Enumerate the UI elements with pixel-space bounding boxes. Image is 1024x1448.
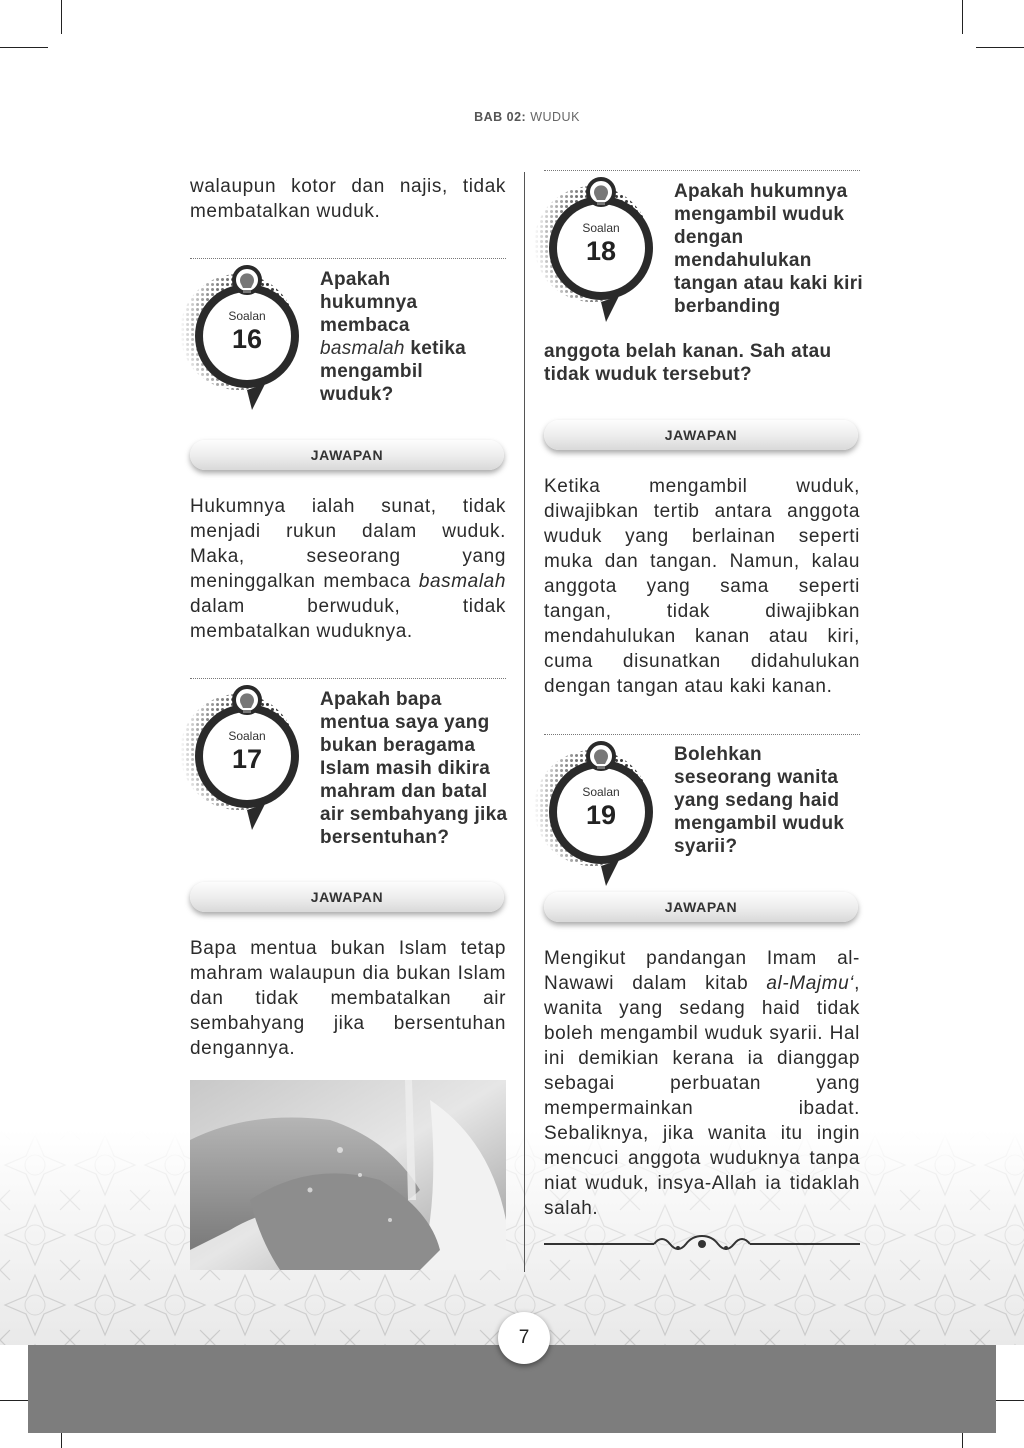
footer-pattern [0,1130,1024,1345]
answer-paragraph: Hukumnya ialah sunat, tidak menjadi rukun dalam wuduk. Maka, seseorang yang meninggalkan membaca basmalah dalam berwuduk, tidak membatalkan wuduknya. [190,496,506,642]
answer-heading: JAWAPAN [544,892,858,922]
question-badge [534,174,664,324]
chapter-label: BAB 02: [474,110,527,124]
badge-label: Soalan [228,729,266,743]
ornament-divider [544,1232,860,1256]
dotted-separator [544,170,860,171]
page-number: 7 [498,1312,550,1364]
section-label: WUDUK [530,110,580,124]
badge-label: Soalan [228,309,266,323]
answer-paragraph: Mengikut pandangan Imam al-Nawawi dalam kitab al-Majmu‘, wanita yang sedang haid tidak boleh mengambil wuduk syarii. Hal ini demikian kerana ia dianggap sebagai perbuatan yang mempermainkan ibadat. Sebaliknya, jika wanita itu ingin mencuci anggota wuduknya tanpa niat wuduk, insya-Allah ia tidaklah salah. [544,948,860,1219]
dotted-separator [190,258,506,259]
badge-number: 18 [585,236,617,266]
dotted-separator [544,734,860,735]
question-title: Bolehkan seseorang wanita yang sedang haid mengambil wuduk syarii? [674,744,845,857]
intro-paragraph: walaupun kotor dan najis, tidak membatalkan wuduk. [190,176,506,222]
badge-label: Soalan [582,785,620,799]
dotted-separator [190,678,506,679]
question-title: Apakah hukumnya mengambil wuduk dengan mendahulukan tangan atau kaki kiri berbanding [674,181,863,317]
column-divider [524,172,525,1272]
crop-mark [61,0,62,34]
answer-heading: JAWAPAN [544,420,858,450]
answer-heading: JAWAPAN [190,440,504,470]
answer-paragraph: Bapa mentua bukan Islam tetap mahram walaupun dia bukan Islam dan tidak membatalkan air sembahyang jika bersentuhan dengannya. [190,938,506,1059]
question-badge [180,262,310,412]
badge-label: Soalan [582,221,620,235]
question-badge [534,738,664,888]
question-badge [180,682,310,832]
badge-number: 17 [231,744,263,774]
question-title-continued: anggota belah kanan. Sah atau tidak wuduk tersebut? [544,341,832,385]
hand-washing-photo [190,1080,506,1270]
badge-number: 16 [231,324,263,354]
crop-mark [976,47,1024,48]
answer-paragraph: Ketika mengambil wuduk, diwajibkan tertib antara anggota wuduk yang berlainan seperti muka dan tangan. Namun, kalau anggota yang sama seperti tangan, tidak diwajibkan mendahulukan kanan atau kiri, cuma disunatkan didahulukan dengan tangan atau kaki kanan. [544,476,860,697]
question-title: Apakah bapa mentua saya yang bukan beragama Islam masih dikira mahram dan batal air sembahyang jika bersentuhan? [320,689,508,848]
badge-number: 19 [585,800,617,830]
answer-heading: JAWAPAN [190,882,504,912]
running-header [0,110,1024,124]
crop-mark [962,0,963,34]
question-title: Apakah hukumnya membaca basmalah ketika mengambil wuduk? [320,269,467,405]
crop-mark [0,47,48,48]
